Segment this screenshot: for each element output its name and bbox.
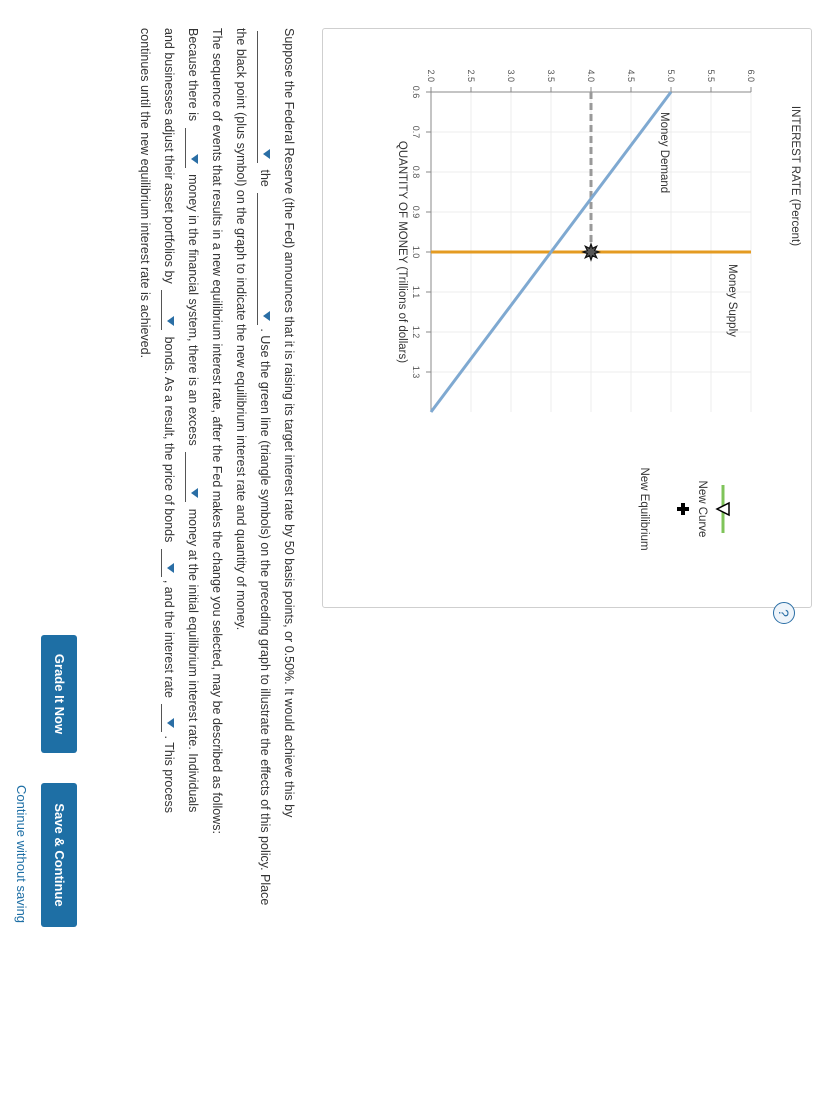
y-tick-label: 5.0 [666,69,676,82]
p2-line1 [205,28,229,908]
x-tick-label: 1.1 [411,285,421,299]
question-paragraph-2 [133,28,229,908]
y-tick-label: 2.0 [426,69,436,82]
p1-text-a: Suppose the Federal Reserve (the Fed) announces that it is raising its target interest rate by 50 basis points, or 0.50%. It would achieve this by [282,28,296,818]
p2-line4 [133,28,157,908]
p2-line3 [157,28,181,908]
p1-text-d: the black point (plus symbol) on the graph to indicate the new equilibrium interest rate and quantity of money. [234,28,248,631]
p2-text-c: money in the financial system, there is an excess [186,174,200,446]
chevron-down-icon [167,316,174,326]
chevron-down-icon [167,563,174,573]
p2-text-f: bonds. As a result, the price of bonds [162,336,176,543]
p2-text-d: money at the initial equilibrium interest rate. Individuals [186,508,200,813]
x-tick-label: 1.0 [411,245,421,259]
p1-text-b: the [258,169,272,187]
x-tick-label: 1.2 [411,325,421,339]
chevron-down-icon [263,149,270,159]
y-tick-label: 5.5 [706,69,716,82]
y-axis-label: INTEREST RATE (Percent) [789,105,801,247]
money-quantity-dropdown[interactable] [185,128,200,168]
y-tick-label: 4.0 [586,69,596,82]
interest-rate-dropdown[interactable] [161,704,176,732]
y-tick-label: 2.5 [466,69,476,82]
p1-line1 [277,28,301,908]
x-tick-label: 0.8 [411,165,421,179]
p2-line2 [181,28,205,908]
p2-text-a: The sequence of events that results in a new equilibrium interest rate, after the Fed makes the change you selected, may be described as follows: [210,28,224,834]
x-tick-label: 1.3 [411,365,421,379]
x-tick-label: 0.9 [411,205,421,219]
new-equilibrium-legend-label: New Equilibrium [638,467,650,551]
new-curve-legend-label: New Curve [696,480,708,538]
p1-line3 [229,28,253,908]
equilibrium-star-point[interactable] [583,244,599,260]
help-icon[interactable]: ? [773,602,795,624]
p1-text-c: . Use the green line (triangle symbols) on the preceding graph to illustrate the effects of this policy. Place [258,328,272,906]
continue-without-saving-link[interactable]: Continue without saving [14,785,29,924]
p2-text-g: , and the interest rate [162,579,176,698]
y-tick-label: 3.5 [546,69,556,82]
policy-action-dropdown[interactable] [257,31,272,163]
x-tick-label: 0.6 [411,85,421,99]
y-tick-label: 6.0 [746,69,756,82]
y-tick-label: 3.0 [506,69,516,82]
p1-line2 [253,28,277,908]
chevron-down-icon [191,488,198,498]
policy-target-dropdown[interactable] [257,193,272,325]
p2-text-e: and businesses adjust their asset portfolios by [162,28,176,284]
p2-text-b: Because there is [186,28,200,122]
bond-action-dropdown[interactable] [161,290,176,330]
p2-text-i: continues until the new equilibrium interest rate is achieved. [138,28,152,359]
grade-it-now-button[interactable]: Grade It Now [41,635,77,753]
y-tick-label: 4.5 [626,69,636,82]
graph-panel [322,28,812,617]
x-tick-label: 0.7 [411,125,421,139]
p2-text-h: . This process [162,735,176,814]
money-demand-label: Money Demand [658,112,670,194]
money-supply-label: Money Supply [726,264,738,337]
chevron-down-icon [263,311,270,321]
save-and-continue-button[interactable]: Save & Continue [41,783,77,927]
x-axis-label: QUANTITY OF MONEY (Trillions of dollars) [396,140,408,364]
bond-price-dropdown[interactable] [161,549,176,577]
chevron-down-icon [191,154,198,164]
excess-type-dropdown[interactable] [185,452,200,502]
money-market-chart[interactable] [323,29,811,607]
question-paragraph-1 [229,28,301,908]
chevron-down-icon [167,718,174,728]
